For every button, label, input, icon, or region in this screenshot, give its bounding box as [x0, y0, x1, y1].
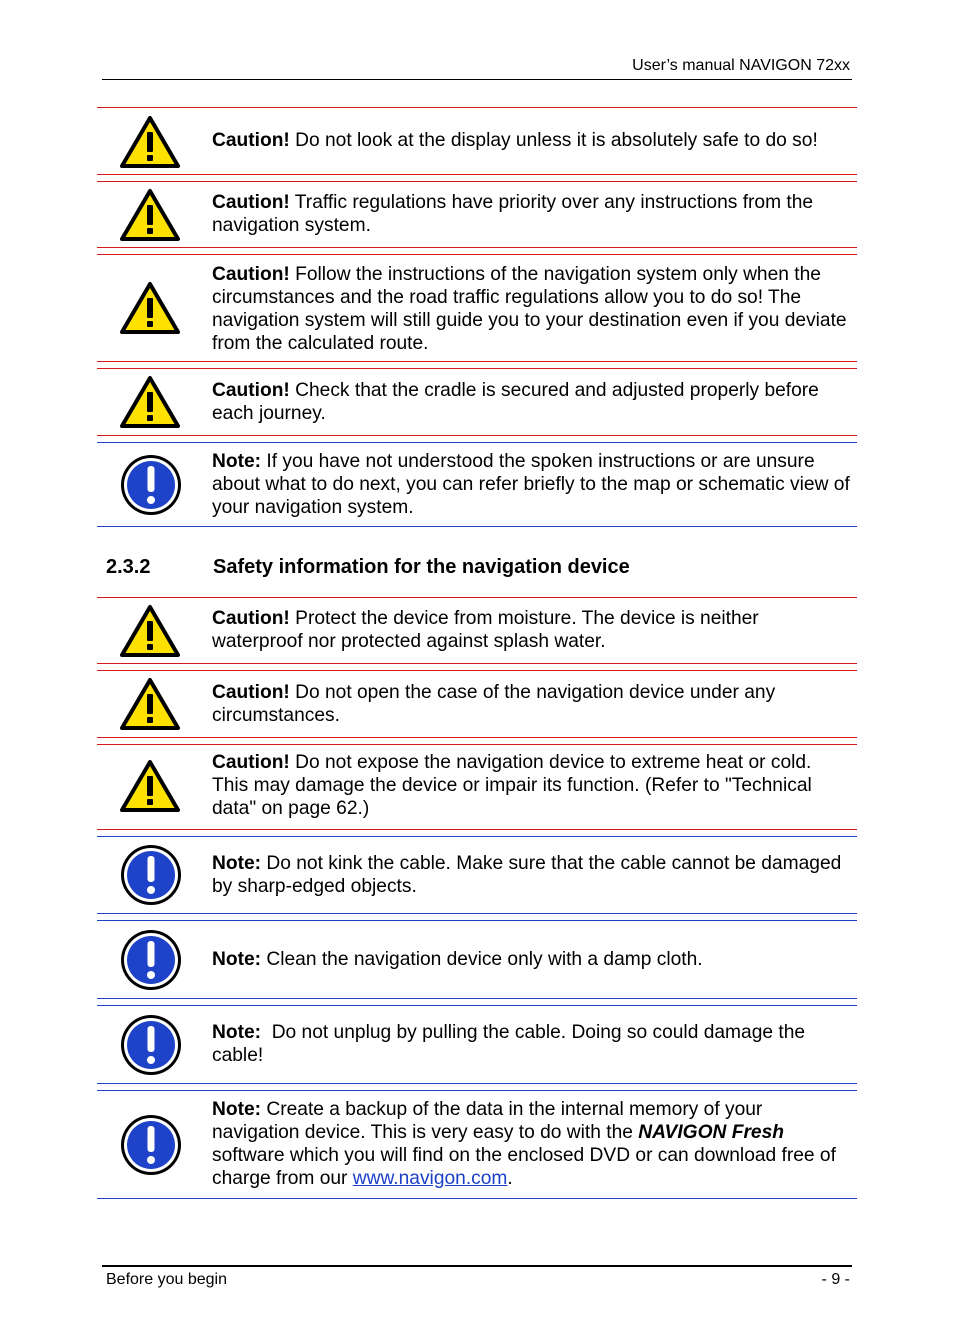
navigon-website-link[interactable]: www.navigon.com	[352, 1168, 508, 1189]
section-heading	[106, 556, 630, 579]
caution-body: Check that the cradle is secured and adjusted properly before each journey.	[212, 380, 819, 424]
warning-triangle-icon	[119, 677, 181, 736]
note-body: If you have not understood the spoken instructions or are unsure about what to do next, you can refer briefly to the map or schematic view of your navigation system.	[212, 451, 850, 518]
note-label: Note:	[212, 1099, 262, 1120]
caution-box-display	[97, 107, 857, 175]
note-box-spoken-instructions	[97, 442, 857, 527]
caution-label: Caution!	[212, 264, 290, 285]
note-body: Create a backup of the data in the internal memory of your navigation device. This is very easy to do with the	[212, 1099, 763, 1143]
exclamation-circle-icon	[119, 1013, 183, 1082]
note-label: Note:	[212, 949, 262, 970]
warning-triangle-icon	[119, 759, 181, 818]
note-text	[212, 948, 851, 971]
exclamation-circle-icon	[119, 843, 183, 912]
caution-body: Traffic regulations have priority over any instructions from the navigation system.	[212, 192, 814, 236]
warning-triangle-icon	[119, 604, 181, 663]
caution-label: Caution!	[212, 752, 290, 773]
caution-body: Do not look at the display unless it is absolutely safe to do so!	[289, 130, 818, 151]
note-body: Clean the navigation device only with a damp cloth.	[261, 949, 703, 970]
caution-box-heat-cold	[97, 744, 857, 830]
section-title: Safety information for the navigation device	[213, 556, 630, 578]
note-box-unplug	[97, 1005, 857, 1084]
note-box-damp-cloth	[97, 920, 857, 999]
warning-triangle-icon	[119, 115, 181, 174]
note-body-end: .	[507, 1168, 513, 1189]
caution-label: Caution!	[212, 130, 290, 151]
page-footer	[102, 1265, 852, 1288]
note-label: Note:	[212, 1022, 262, 1043]
caution-label: Caution!	[212, 192, 290, 213]
note-text	[212, 1098, 851, 1190]
caution-text	[212, 607, 851, 653]
caution-body: Protect the device from moisture. The device is neither waterproof nor protected against splash water.	[212, 608, 759, 652]
caution-label: Caution!	[212, 380, 290, 401]
note-body-continued: software which you will find on the enclosed DVD or can download free of charge from our	[212, 1145, 836, 1189]
caution-box-cradle	[97, 368, 857, 436]
caution-body: Follow the instructions of the navigation system only when the circumstances and the road traffic regulations allow you to do so! The navigation system will still guide you to your destination even if you deviate from the calculated route.	[212, 264, 847, 354]
page-header	[102, 57, 852, 80]
exclamation-circle-icon	[119, 453, 183, 522]
caution-text	[212, 681, 851, 727]
warning-triangle-icon	[119, 281, 181, 340]
note-text	[212, 450, 851, 519]
caution-body: Do not expose the navigation device to extreme heat or cold. This may damage the device or impair its function. (Refer to "Technical data" on page 62.)	[212, 752, 812, 819]
note-label: Note:	[212, 853, 262, 874]
caution-box-follow-instructions	[97, 254, 857, 362]
brand-name: NAVIGON Fresh	[638, 1122, 784, 1143]
page-number: - 9 -	[821, 1271, 850, 1288]
caution-text	[212, 129, 851, 152]
caution-text	[212, 379, 851, 425]
caution-text	[212, 191, 851, 237]
caution-box-open-case	[97, 670, 857, 738]
note-box-cable-kink	[97, 836, 857, 914]
exclamation-circle-icon	[119, 928, 183, 997]
warning-triangle-icon	[119, 375, 181, 434]
caution-body: Do not open the case of the navigation device under any circumstances.	[212, 682, 776, 726]
caution-label: Caution!	[212, 682, 290, 703]
note-body: Do not unplug by pulling the cable. Doing so could damage the cable!	[212, 1022, 811, 1066]
section-number: 2.3.2	[106, 556, 151, 578]
note-box-backup	[97, 1090, 857, 1199]
caution-box-traffic-regulations	[97, 181, 857, 248]
caution-text	[212, 263, 851, 355]
note-body: Do not kink the cable. Make sure that the cable cannot be damaged by sharp-edged objects.	[212, 853, 842, 897]
warning-triangle-icon	[119, 188, 181, 247]
note-text	[212, 1021, 851, 1067]
caution-label: Caution!	[212, 608, 290, 629]
note-text	[212, 852, 851, 898]
note-label: Note:	[212, 451, 262, 472]
header-title: User’s manual NAVIGON 72xx	[632, 57, 850, 74]
footer-chapter: Before you begin	[106, 1271, 227, 1288]
caution-text	[212, 751, 851, 820]
caution-box-moisture	[97, 597, 857, 664]
exclamation-circle-icon	[119, 1113, 183, 1182]
